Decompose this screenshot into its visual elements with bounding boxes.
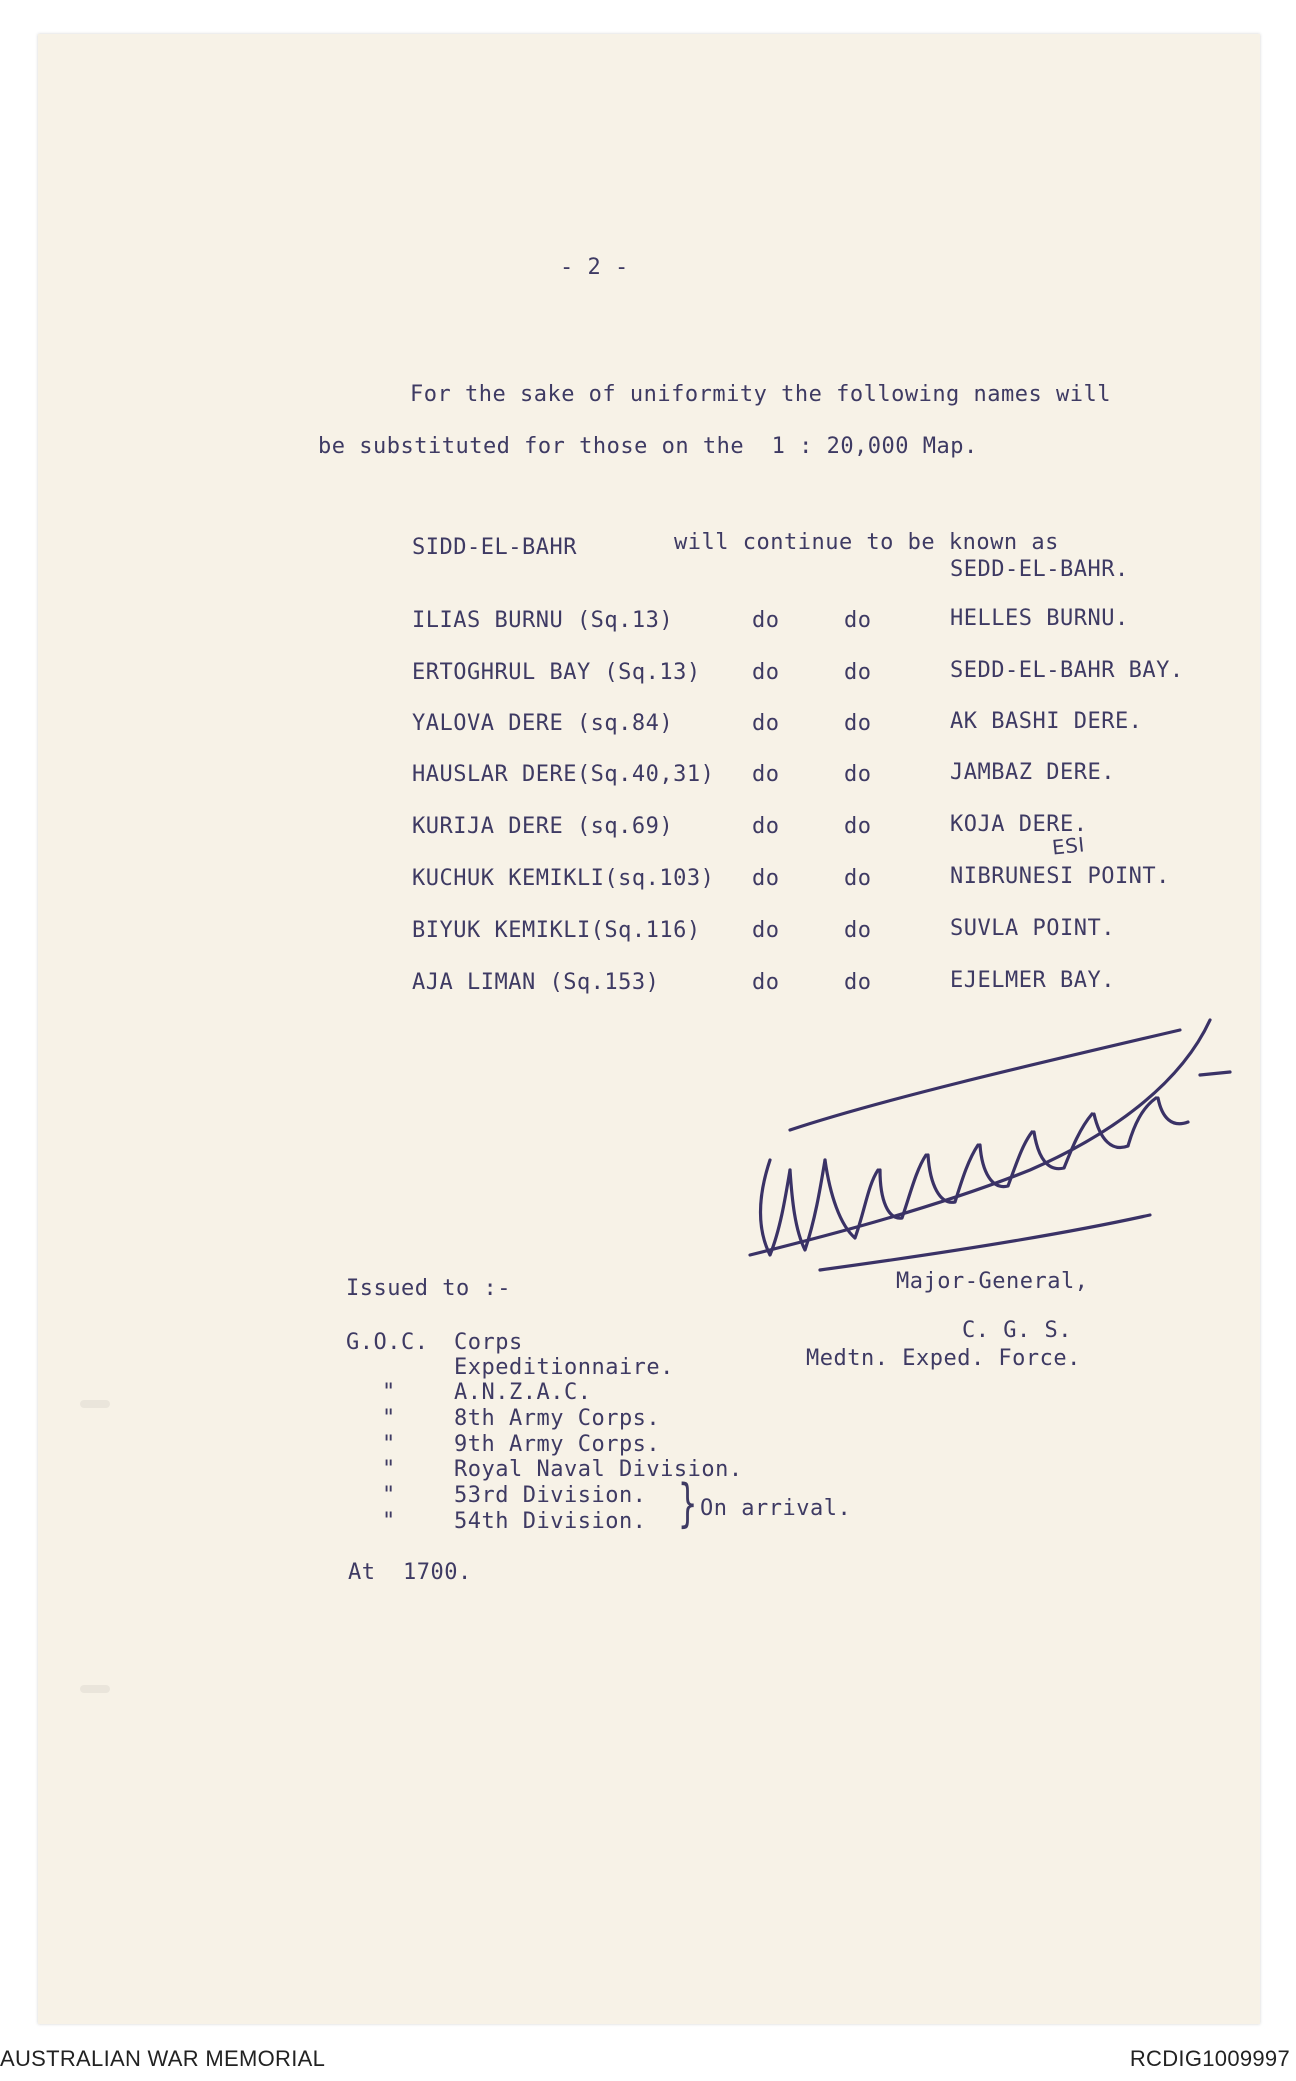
ditto-mark: " — [382, 1483, 396, 1508]
row-phrase: will continue to be known as — [674, 530, 1059, 555]
row-new-name: SEDD-EL-BAHR BAY. — [950, 658, 1184, 683]
row-old-name: KURIJA DERE (sq.69) — [412, 814, 674, 839]
row-ditto: do — [844, 814, 872, 839]
ditto-mark: " — [382, 1406, 396, 1431]
row-old-name: ERTOGHRUL BAY (Sq.13) — [412, 660, 701, 685]
row-new-name: KOJA DERE. — [950, 812, 1088, 837]
distribution-item: Royal Naval Division. — [454, 1457, 743, 1482]
row-ditto: do — [844, 970, 872, 995]
distribution-item: 8th Army Corps. — [454, 1406, 661, 1431]
row-ditto: do — [752, 711, 780, 736]
row-new-name: JAMBAZ DERE. — [950, 760, 1115, 785]
row-ditto: do — [752, 660, 780, 685]
row-ditto: do — [752, 608, 780, 633]
row-new-name: SUVLA POINT. — [950, 916, 1115, 941]
row-new-name: AK BASHI DERE. — [950, 709, 1143, 734]
row-old-name: BIYUK KEMIKLI(Sq.116) — [412, 918, 701, 943]
row-ditto: do — [752, 970, 780, 995]
row-new-name: SEDD-EL-BAHR. — [950, 557, 1129, 582]
row-old-name: SIDD-EL-BAHR — [412, 535, 577, 560]
row-old-name: HAUSLAR DERE(Sq.40,31) — [412, 762, 715, 787]
on-arrival-note: On arrival. — [700, 1496, 852, 1521]
distribution-item: 9th Army Corps. — [454, 1432, 661, 1457]
page-number: - 2 - — [560, 255, 629, 280]
intro-line-1: For the sake of uniformity the following names will — [410, 382, 1112, 407]
footer-archive-name: AUSTRALIAN WAR MEMORIAL — [0, 2046, 326, 2071]
handwritten-signature — [730, 1010, 1250, 1310]
row-new-name: EJELMER BAY. — [950, 968, 1115, 993]
row-ditto: do — [844, 660, 872, 685]
distribution-prefix: G.O.C. — [346, 1330, 429, 1355]
ditto-mark: " — [382, 1457, 396, 1482]
row-ditto: do — [752, 918, 780, 943]
issued-to-label: Issued to :- — [346, 1276, 511, 1301]
signatory-title: C. G. S. — [962, 1318, 1072, 1343]
punch-mark — [80, 1685, 110, 1693]
ditto-mark: " — [382, 1509, 396, 1534]
row-ditto: do — [752, 762, 780, 787]
row-ditto: do — [844, 608, 872, 633]
row-ditto: do — [752, 866, 780, 891]
distribution-item: 53rd Division. — [454, 1483, 647, 1508]
time-line: At 1700. — [348, 1560, 472, 1585]
row-old-name: ILIAS BURNU (Sq.13) — [412, 608, 674, 633]
distribution-item: Expeditionnaire. — [454, 1355, 674, 1380]
row-new-name: HELLES BURNU. — [950, 606, 1129, 631]
distribution-item: A.N.Z.A.C. — [454, 1380, 592, 1405]
ditto-mark: " — [382, 1432, 396, 1457]
ditto-mark: " — [382, 1380, 396, 1405]
row-ditto: do — [844, 762, 872, 787]
handwritten-correction: ESI — [1050, 832, 1086, 860]
row-new-name: NIBRUNESI POINT. — [950, 864, 1170, 889]
footer-record-id: RCDIG1009997 — [1129, 2046, 1290, 2071]
signatory-rank: Major-General, — [896, 1269, 1089, 1294]
punch-mark — [80, 1400, 110, 1408]
row-ditto: do — [752, 814, 780, 839]
row-ditto: do — [844, 711, 872, 736]
brace: } — [678, 1474, 698, 1534]
row-old-name: KUCHUK KEMIKLI(sq.103) — [412, 866, 715, 891]
distribution-item: 54th Division. — [454, 1509, 647, 1534]
row-old-name: YALOVA DERE (sq.84) — [412, 711, 674, 736]
intro-line-2: be substituted for those on the 1 : 20,000 Map. — [318, 434, 978, 459]
row-old-name: AJA LIMAN (Sq.153) — [412, 970, 660, 995]
signatory-unit: Medtn. Exped. Force. — [806, 1346, 1081, 1371]
row-ditto: do — [844, 866, 872, 891]
distribution-item: Corps — [454, 1330, 523, 1355]
row-ditto: do — [844, 918, 872, 943]
